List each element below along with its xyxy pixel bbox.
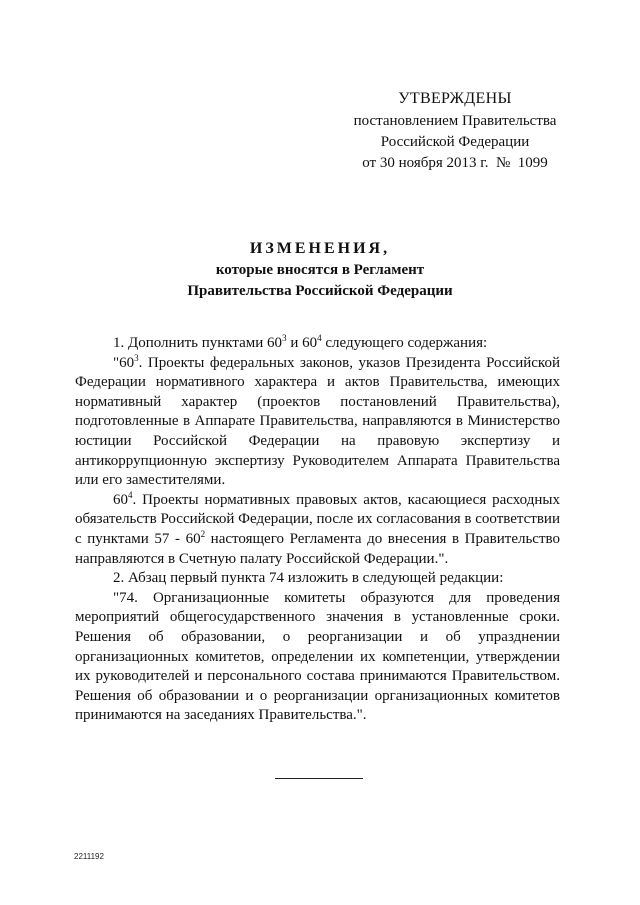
paragraph-2-text-b: . Проекты федеральных законов, указов Президента Российской Федерации нормативного характера и актов Правительства, имеющих нормативный характер (проектов постановлений Правительства), подготовленные в Аппарате Правительства, направляются в Министерство юстиции Российской Федерации на правовую экспертизу и антикоррупционную экспертизу Руководителем Аппарата Правительства или его заместителями.	[75, 354, 560, 489]
approval-line-1: постановлением Правительства	[353, 113, 557, 129]
approval-number-sign: №	[495, 155, 511, 171]
paragraph-1-text-c: следующего содержания:	[321, 335, 488, 351]
paragraph-1-sup-2: 4	[317, 333, 322, 343]
approval-date-line	[330, 153, 580, 174]
paragraph-4: 2. Абзац первый пункта 74 изложить в следующей редакции:	[113, 570, 504, 587]
document-body	[75, 334, 560, 726]
paragraph-3-sup-2: 2	[200, 528, 206, 539]
document-heading	[80, 238, 560, 302]
document-subtitle-1: которые вносятся в Регламент	[215, 262, 425, 278]
approval-line-2: Российской Федерации	[380, 134, 530, 150]
footer-document-code: 2211192	[74, 852, 104, 861]
paragraph-1-sup-1: 3	[282, 333, 287, 343]
document-subtitle-2: Правительства Российской Федерации	[187, 283, 453, 299]
approval-title: УТВЕРЖДЕНЫ	[398, 90, 512, 107]
paragraph-3-text-c: настоящего Регламента до внесения в Правительство направляются в Счетную палату Российской Федерации.".	[75, 530, 560, 567]
approval-stamp	[330, 88, 580, 174]
paragraph-1-text-a: 1. Дополнить пунктами 60	[113, 335, 283, 351]
section-divider	[275, 778, 363, 779]
paragraph-2-text-a: "60	[113, 354, 135, 371]
paragraph-3-sup-1: 4	[128, 489, 133, 500]
paragraph-1-text-b: и 60	[286, 335, 318, 351]
paragraph-3-text-a: 60	[113, 491, 128, 508]
paragraph-2	[75, 354, 560, 491]
document-title: ИЗМЕНЕНИЯ,	[249, 240, 391, 257]
paragraph-5: "74. Организационные комитеты образуются для проведения мероприятий общегосударственного значения в установленные сроки. Решения об образовании, о реорганизации и об упразднении организационных комитетов, определении их компетенции, утверждении их руководителей и персонального состава принимаются Правительством. Решения об образовании и о реорганизации организационных комитетов принимаются на заседаниях Правительства.".	[75, 589, 560, 724]
paragraph-2-sup-1: 3	[134, 352, 139, 363]
paragraph-3-text-b: . Проекты нормативных правовых актов, касающиеся расходных обязательств Российской Федерации, после их согласования в соответствии с пунктами 57 - 60	[75, 491, 560, 547]
approval-number: 1099	[517, 155, 548, 171]
paragraph-3	[75, 491, 560, 569]
paragraph-1	[75, 334, 560, 354]
approval-date: от 30 ноября 2013 г.	[362, 155, 489, 171]
